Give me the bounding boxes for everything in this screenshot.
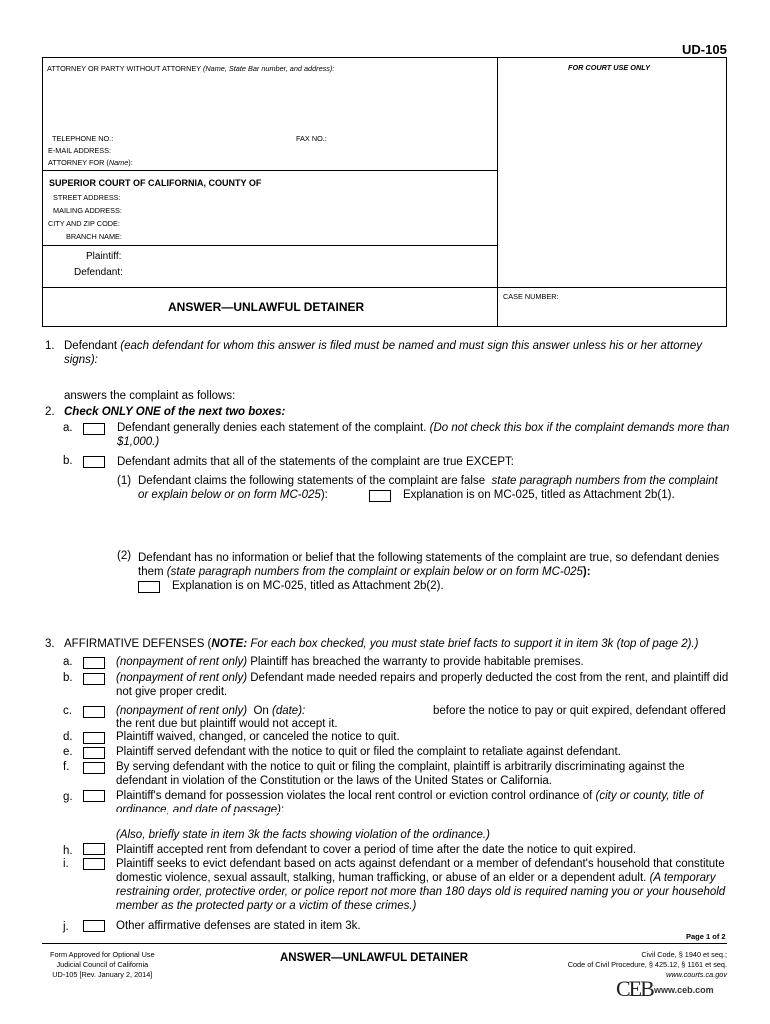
item3h-text: Plaintiff accepted rent from defendant to cover a period of time after the date the notice to quit expired.: [116, 844, 637, 856]
item2-heading: Check ONLY ONE of the next two boxes:: [64, 406, 286, 418]
item3c-date-field[interactable]: [332, 702, 428, 716]
item2b-letter: b.: [63, 455, 73, 467]
item2b-text: Defendant admits that all of the statements of the complaint are true EXCEPT:: [117, 456, 514, 468]
defendant-field[interactable]: [130, 265, 492, 279]
item2b2-them: them (state paragraph numbers from the complaint or explain below or on form MC-025):: [138, 566, 591, 578]
item2a-note-line2: $1,000.): [117, 436, 160, 448]
item3i-text-line3: restraining order, protective order, or police report not more than 180 days old is required naming you or your household: [116, 886, 726, 898]
email-field[interactable]: [118, 144, 492, 155]
item3-number: 3.: [45, 638, 55, 650]
fax-field[interactable]: [332, 132, 492, 143]
item3f-letter: f.: [63, 761, 70, 773]
item3h-letter: h.: [63, 845, 73, 857]
item2-number: 2.: [45, 406, 55, 418]
item3j-text: Other affirmative defenses are stated in item 3k.: [116, 920, 361, 932]
item3b-checkbox[interactable]: [83, 673, 105, 685]
item3c-text-right: before the notice to pay or quit expired, defendant offered: [433, 705, 726, 717]
footer-title: ANSWER—UNLAWFUL DETAINER: [280, 952, 469, 964]
plaintiff-field[interactable]: [130, 249, 492, 263]
item3d-letter: d.: [63, 731, 73, 743]
item3i-text-line2: domestic violence, sexual assault, stalking, human trafficking, or abuse of an elder or a dependent adult. (A temporary: [116, 872, 716, 884]
item3b-letter: b.: [63, 672, 73, 684]
item3g-ordinance-field[interactable]: [116, 812, 724, 826]
item3d-checkbox[interactable]: [83, 732, 105, 744]
item1-number: 1.: [45, 340, 55, 352]
attorney-for-field[interactable]: [140, 156, 492, 167]
defendant-names-field[interactable]: [64, 368, 724, 384]
item3f-checkbox[interactable]: [83, 762, 105, 774]
code-references: Civil Code, § 1940 et seq.; Code of Civil Procedure, § 425.12, § 1161 et seq. www.courts.ca.gov: [567, 950, 727, 979]
item2a-text: Defendant generally denies each statement of the complaint. (Do not check this box if the complaint demands more than: [117, 422, 730, 434]
item1-defendant: Defendant (each defendant for whom this answer is filed must be named and must sign this answer unless his or her attorney: [64, 340, 702, 352]
item2a-letter: a.: [63, 422, 73, 434]
telephone-label: TELEPHONE NO.:: [52, 134, 114, 143]
item2b1-attachment-checkbox[interactable]: [369, 490, 391, 502]
item3c-letter: c.: [63, 705, 72, 717]
county-field[interactable]: [290, 176, 492, 188]
case-number-label: CASE NUMBER:: [503, 292, 559, 301]
street-address-label: STREET ADDRESS:: [53, 193, 121, 202]
item3f-text-line2: defendant in violation of the Constitution or the laws of the United States or California.: [116, 775, 552, 787]
item2b1-explanation: Explanation is on MC-025, titled as Attachment 2b(1).: [403, 489, 675, 501]
item2b1-text: Defendant claims the following statements of the complaint are false state paragraph numbers from the complaint: [138, 475, 718, 487]
item3b-text: (nonpayment of rent only) Defendant made needed repairs and properly deducted the cost from the rent, and plaintiff did: [116, 672, 729, 684]
form-approved: Form Approved for Optional Use Judicial Council of California UD-105 [Rev. January 2, 2014]: [50, 950, 155, 979]
city-zip-field[interactable]: [128, 217, 492, 228]
footer-rule: [42, 943, 727, 944]
item3e-checkbox[interactable]: [83, 747, 105, 759]
attorney-label: ATTORNEY OR PARTY WITHOUT ATTORNEY (Name, State Bar number, and address):: [47, 64, 335, 73]
item3f-text: By serving defendant with the notice to quit or filing the complaint, plaintiff is arbitrarily discriminating against the: [116, 761, 685, 773]
plaintiff-label: Plaintiff:: [86, 251, 122, 262]
item3a-checkbox[interactable]: [83, 657, 105, 669]
item1-note-line2: signs):: [64, 354, 98, 366]
item2b2-number: (2): [117, 550, 132, 562]
ceb-url[interactable]: www.ceb.com: [654, 985, 714, 995]
item2b2-attachment-checkbox[interactable]: [138, 581, 160, 593]
item3d-text: Plaintiff waived, changed, or canceled the notice to quit.: [116, 731, 400, 743]
item3g-letter: g.: [63, 791, 73, 803]
attorney-name-address-field[interactable]: [46, 74, 494, 130]
city-zip-label: CITY AND ZIP CODE:: [48, 219, 120, 228]
court-use-label: FOR COURT USE ONLY: [568, 63, 651, 72]
item1-answers: answers the complaint as follows:: [64, 390, 236, 402]
item2b-checkbox[interactable]: [83, 456, 105, 468]
form-title: ANSWER—UNLAWFUL DETAINER: [168, 300, 365, 314]
case-number-field[interactable]: [503, 303, 723, 323]
court-label: SUPERIOR COURT OF CALIFORNIA, COUNTY OF: [49, 178, 262, 188]
branch-name-field[interactable]: [128, 230, 492, 241]
item3a-text: (nonpayment of rent only) Plaintiff has breached the warranty to provide habitable premises.: [116, 656, 584, 668]
item2b2-explanation: Explanation is on MC-025, titled as Attachment 2b(2).: [172, 580, 444, 592]
item3c-checkbox[interactable]: [83, 706, 105, 718]
item3i-text: Plaintiff seeks to evict defendant based on acts against defendant or a member of defendant's household that constitute: [116, 858, 725, 870]
telephone-field[interactable]: [118, 132, 288, 143]
page-number: Page 1 of 2: [686, 932, 726, 941]
item2a-checkbox[interactable]: [83, 423, 105, 435]
item3i-text-line4: member as the protected party or a victim of these crimes.): [116, 900, 417, 912]
item3g-checkbox[interactable]: [83, 790, 105, 802]
item2b1-number: (1): [117, 475, 132, 487]
caption-divider-3: [42, 287, 727, 288]
item3g-also: (Also, briefly state in item 3k the facts showing violation of the ordinance.): [116, 829, 490, 841]
item3j-checkbox[interactable]: [83, 920, 105, 932]
item3e-text: Plaintiff served defendant with the notice to quit or filed the complaint to retaliate against defendant.: [116, 746, 621, 758]
mailing-address-label: MAILING ADDRESS:: [53, 206, 122, 215]
street-address-field[interactable]: [128, 191, 492, 202]
item3g-text: Plaintiff's demand for possession violates the local rent control or eviction control ordinance of (city or county, title of: [116, 790, 704, 802]
item3j-letter: j.: [63, 921, 69, 933]
item3c-text: (nonpayment of rent only) On (date):: [116, 705, 306, 717]
item3i-letter: i.: [63, 858, 69, 870]
item3i-checkbox[interactable]: [83, 858, 105, 870]
defendant-label: Defendant:: [74, 267, 123, 278]
item3c-text-line2: the rent due but plaintiff would not accept it.: [116, 718, 338, 730]
email-label: E-MAIL ADDRESS:: [48, 146, 111, 155]
form-number: UD-105: [682, 42, 727, 57]
item2b2-text: Defendant has no information or belief that the following statements of the complaint are true, so defendant denies: [138, 552, 720, 564]
branch-name-label: BRANCH NAME:: [66, 232, 122, 241]
attorney-for-label: ATTORNEY FOR (Name):: [48, 158, 133, 167]
item3a-letter: a.: [63, 656, 73, 668]
mailing-address-field[interactable]: [128, 204, 492, 215]
caption-divider-2: [42, 245, 498, 246]
item2b1-statements-field[interactable]: [138, 505, 724, 545]
item2b1-note-line2: or explain below or on form MC-025):: [138, 489, 328, 501]
fax-label: FAX NO.:: [296, 134, 327, 143]
item3b-text-line2: not give proper credit.: [116, 686, 228, 698]
ceb-logo: CEB: [616, 976, 653, 1001]
item3h-checkbox[interactable]: [83, 843, 105, 855]
item3g-text-line2: ordinance, and date of passage):: [116, 804, 285, 816]
caption-divider-1: [42, 170, 498, 171]
item3-heading: AFFIRMATIVE DEFENSES (NOTE: For each box checked, you must state brief facts to support it in item 3k (top of page 2).): [64, 638, 699, 650]
item2b2-statements-field[interactable]: [138, 596, 724, 630]
item3e-letter: e.: [63, 746, 73, 758]
